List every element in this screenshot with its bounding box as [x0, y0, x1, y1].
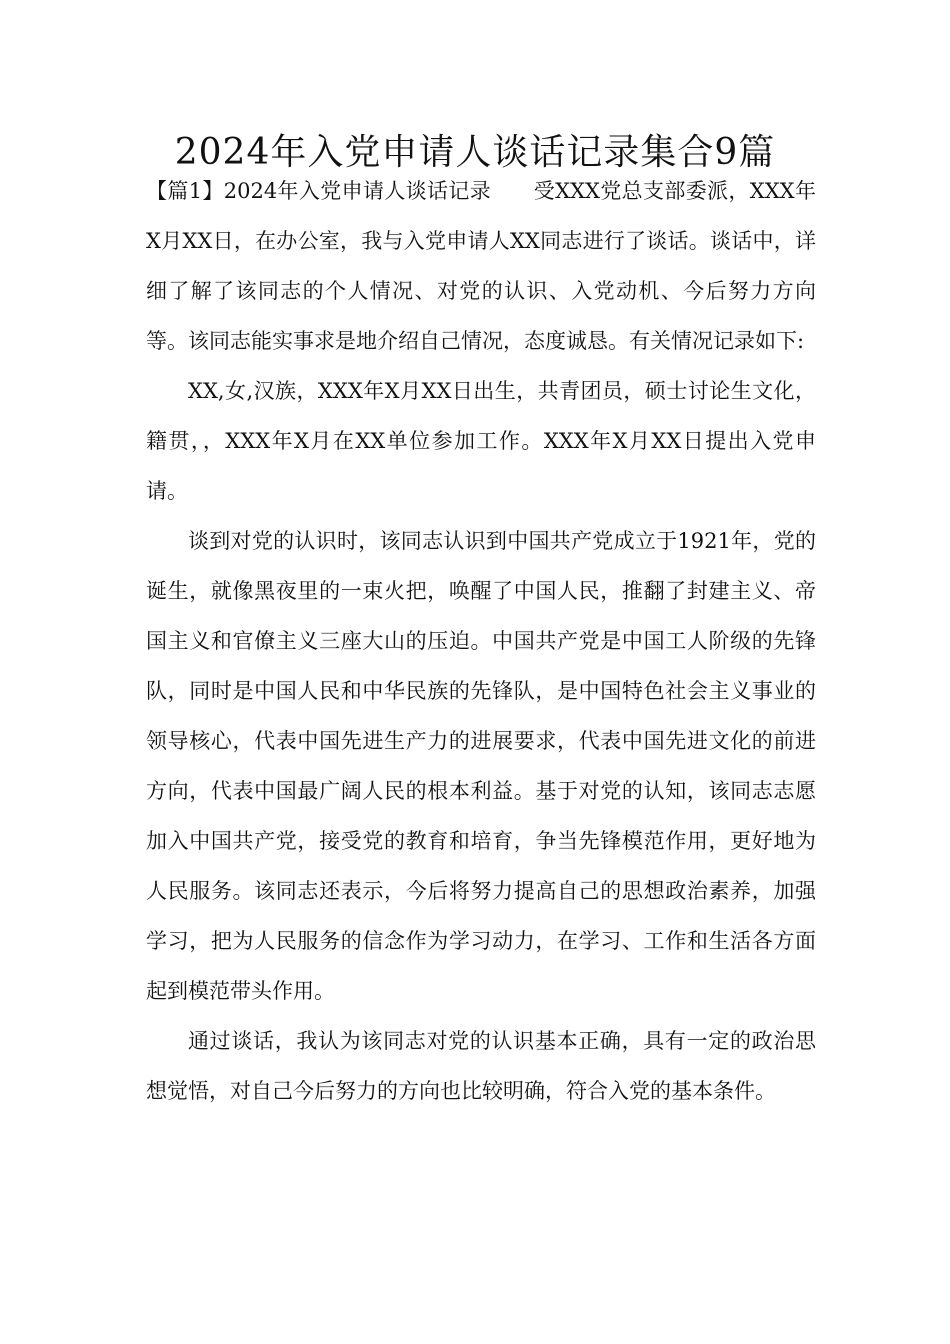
paragraph-party-understanding: 谈到对党的认识时，该同志认识到中国共产党成立于1921年，党的诞生，就像黑夜里的一束火把，唤醒了中国人民，推翻了封建主义、帝国主义和官僚主义三座大山的压迫。中国共产党是中国工人阶级的先锋队，同时是中国人民和中华民族的先锋队，是中国特色社会主义事业的领导核心，代表中国先进生产力的进展要求，代表中国先进文化的前进方向，代表中国最广阔人民的根本利益。基于对党的认知，该同志志愿加入中国共产党，接受党的教育和培育，争当先锋模范作用，更好地为人民服务。该同志还表示，今后将努力提高自己的思想政治素养，加强学习，把为人民服务的信念作为学习动力，在学习、工作和生活各方面起到模范带头作用。	[146, 529, 816, 1003]
document-title: 2024年入党申请人谈话记录集合9篇	[174, 132, 776, 173]
paragraph-conclusion: 通过谈话，我认为该同志对党的认识基本正确，具有一定的政治思想觉悟，对自己今后努力的方向也比较明确，符合入党的基本条件。	[146, 1029, 816, 1103]
document-body	[146, 166, 816, 1116]
paragraph-intro: 【篇1】2024年入党申请人谈话记录 受XXX党总支部委派，XXX年X月XX日，在办公室，我与入党申请人XX同志进行了谈话。谈话中，详细了解了该同志的个人情况、对党的认识、入党动机、今后努力方向等。该同志能实事求是地介绍自己情况，态度诚恳。有关情况记录如下:	[146, 179, 816, 353]
paragraph-personal-info: XX,女,汉族，XXX年X月XX日出生，共青团员，硕士讨论生文化，籍贯，，XXX年X月在XX单位参加工作。XXX年X月XX日提出入党申请。	[146, 379, 816, 503]
